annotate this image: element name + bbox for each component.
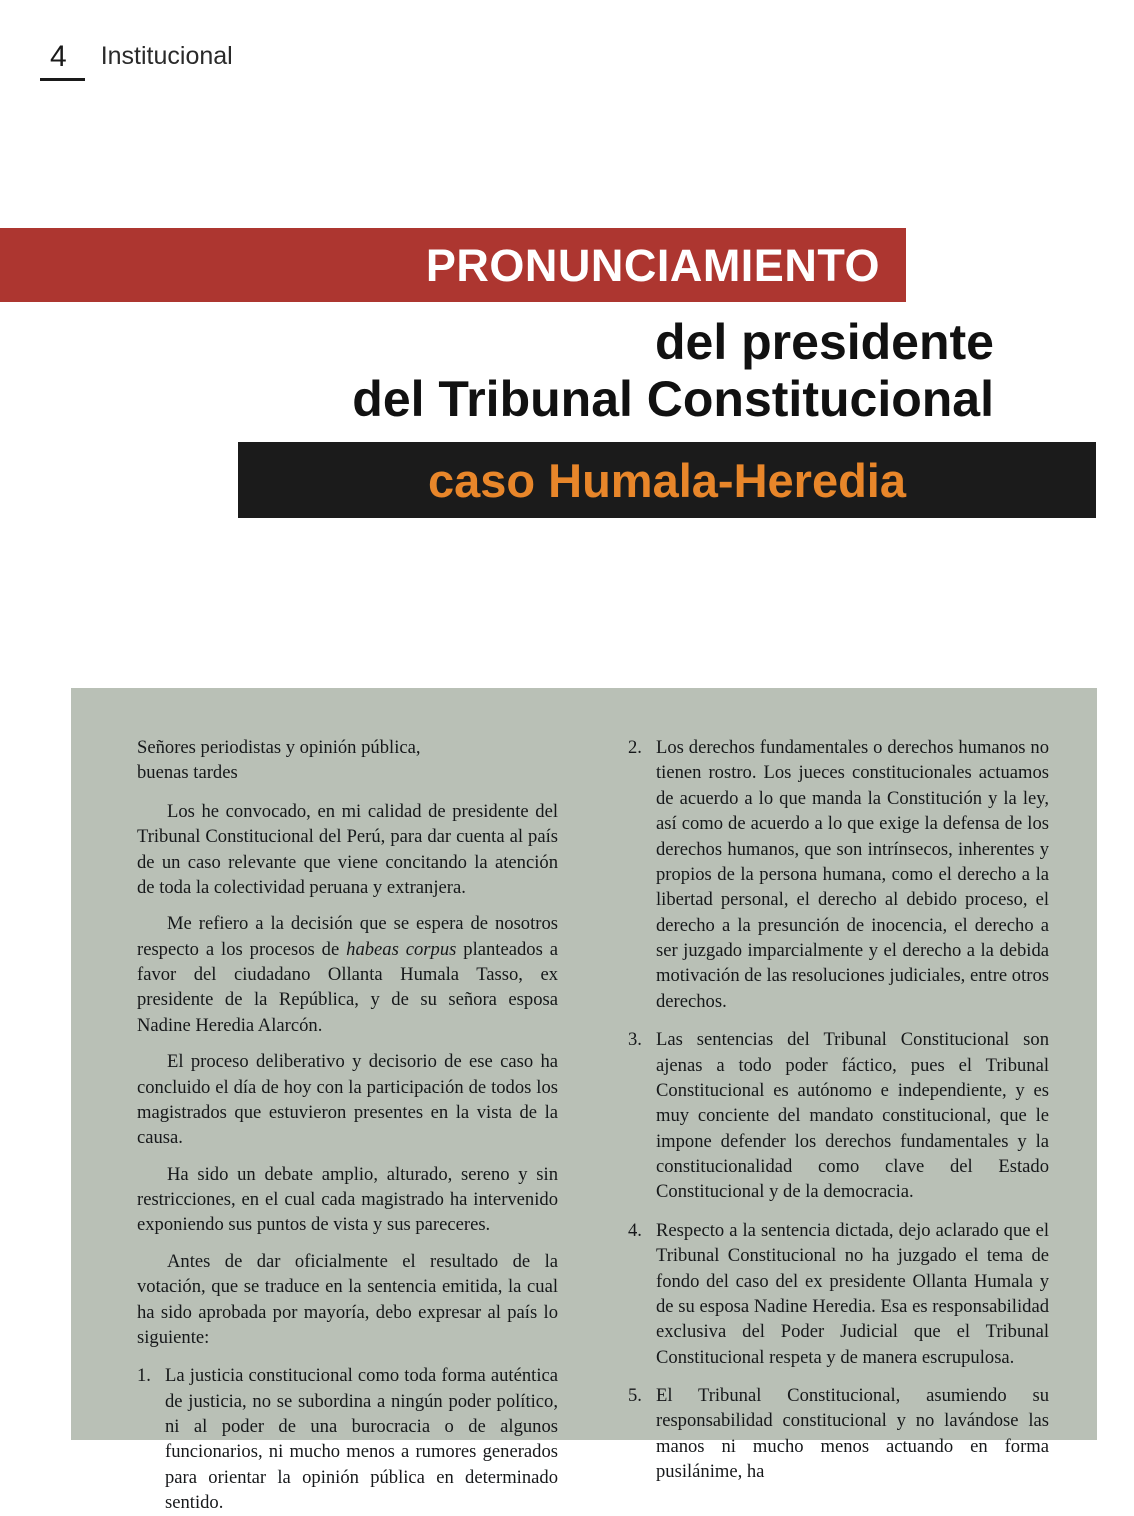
list-item-text: Las sentencias del Tribunal Constitucional son ajenas a todo poder fáctico, pues el Tribunal Constitucional es autónomo e independiente, y es muy conciente del mandato constitucional, que le impone defender los derechos fundamentales y la constitucionalidad como clave del Estado Constitucional y de la democracia. — [656, 1029, 1049, 1203]
list-item-number: 1. — [137, 1365, 151, 1387]
paragraph-2-part-b: planteados a favor del ciudadano Ollanta Humala Tasso, ex presidente de la República, y de su señora esposa Nadine Heredia Alarcón. — [137, 938, 558, 1036]
list-item — [628, 735, 1049, 1014]
list-item — [628, 1383, 1049, 1485]
list-item-number: 5. — [628, 1385, 642, 1406]
paragraph-5: Antes de dar oficialmente el resultado de la votación, que se traduce en la sentencia emitida, la cual ha sido aprobada por mayoría, debo expresar al país lo siguiente: — [137, 1250, 558, 1348]
list-item-text: Respecto a la sentencia dictada, dejo aclarado que el Tribunal Constitucional no ha juzgado el tema de fondo del caso del ex presidente Ollanta Humala y de su esposa Nadine Heredia. Esa es responsabilidad exclusiva del Poder Judicial que el Tribunal Constitucional respeta y de manera escrupulosa. — [656, 1219, 1049, 1368]
paragraph-4: Ha sido un debate amplio, alturado, sereno y sin restricciones, en el cual cada magistrado ha intervenido exponiendo sus puntos de vista y sus pareceres. — [137, 1163, 558, 1236]
list-item-text: El Tribunal Constitucional, asumiendo su responsabilidad constitucional y no lavándose las manos ni mucho menos actuando en forma pusilánime, ha — [656, 1385, 1049, 1483]
salutation-line-1: Señores periodistas y opinión pública, — [137, 737, 421, 758]
article-column-right — [628, 735, 1049, 1516]
article-column-left — [137, 735, 558, 1516]
paragraph-2-part-a: Me refiero a la decisión que se espera de nosotros respecto a los procesos de — [137, 913, 558, 960]
section-title: Institucional — [100, 42, 233, 70]
list-item-text: Los derechos fundamentales o derechos humanos no tienen rostro. Los jueces constitucionales actuamos de acuerdo a lo que manda la Constitución y la ley, así como de acuerdo a lo que exige la defensa de los derechos humanos, que son intrínsecos, inherentes y propios de la persona humana, como el derecho a la libertad personal, el derecho al debido proceso, el derecho a la presunción de inocencia, el derecho a ser juzgado imparcialmente y el derecho a la debida motivación de las resoluciones judiciales, entre otros derechos. — [656, 737, 1049, 1012]
headline-banner-red-text: PRONUNCIAMIENTO — [425, 239, 880, 291]
list-item — [137, 1363, 558, 1515]
list-item-number: 3. — [628, 1029, 642, 1051]
paragraph-2-italic-term: habeas corpus — [346, 938, 457, 960]
list-item-number: 4. — [628, 1219, 642, 1241]
list-item-text: La justicia constitucional como toda forma auténtica de justicia, no se subordina a ningún poder político, ni al poder de una burocracia o de algunos funcionarios, ni mucho menos a rumores generados para orientar la opinión pública en determinado sentido. — [165, 1365, 558, 1514]
list-item — [628, 1027, 1049, 1205]
title-block — [0, 228, 1134, 518]
paragraph-2 — [137, 911, 558, 1038]
headline-banner-red — [0, 228, 906, 302]
paragraph-3: El proceso deliberativo y decisorio de ese caso ha concluido el día de hoy con la participación de todos los magistrados que estuvieron presentes en la vista de la causa. — [137, 1051, 558, 1149]
paragraph-1: Los he convocado, en mi calidad de presidente del Tribunal Constitucional del Perú, para dar cuenta al país de un caso relevante que viene concitando la atención de toda la colectividad peruana y extranjera. — [137, 800, 558, 898]
list-item — [628, 1218, 1049, 1370]
folio-rule — [40, 78, 85, 81]
list-item-number: 2. — [628, 737, 642, 758]
headline-banner-black — [238, 442, 1096, 518]
page-header — [40, 42, 233, 72]
headline-banner-black-text: caso Humala-Heredia — [427, 453, 907, 507]
salutation-line-2: buenas tardes — [137, 762, 238, 784]
page-number: 4 — [50, 40, 67, 73]
headline-subtitle-line-2: del Tribunal Constitucional — [352, 371, 994, 427]
headline-subtitle-line-1: del presidente — [655, 314, 994, 370]
folio-wrap — [40, 42, 89, 72]
article-columns — [137, 735, 1049, 1516]
